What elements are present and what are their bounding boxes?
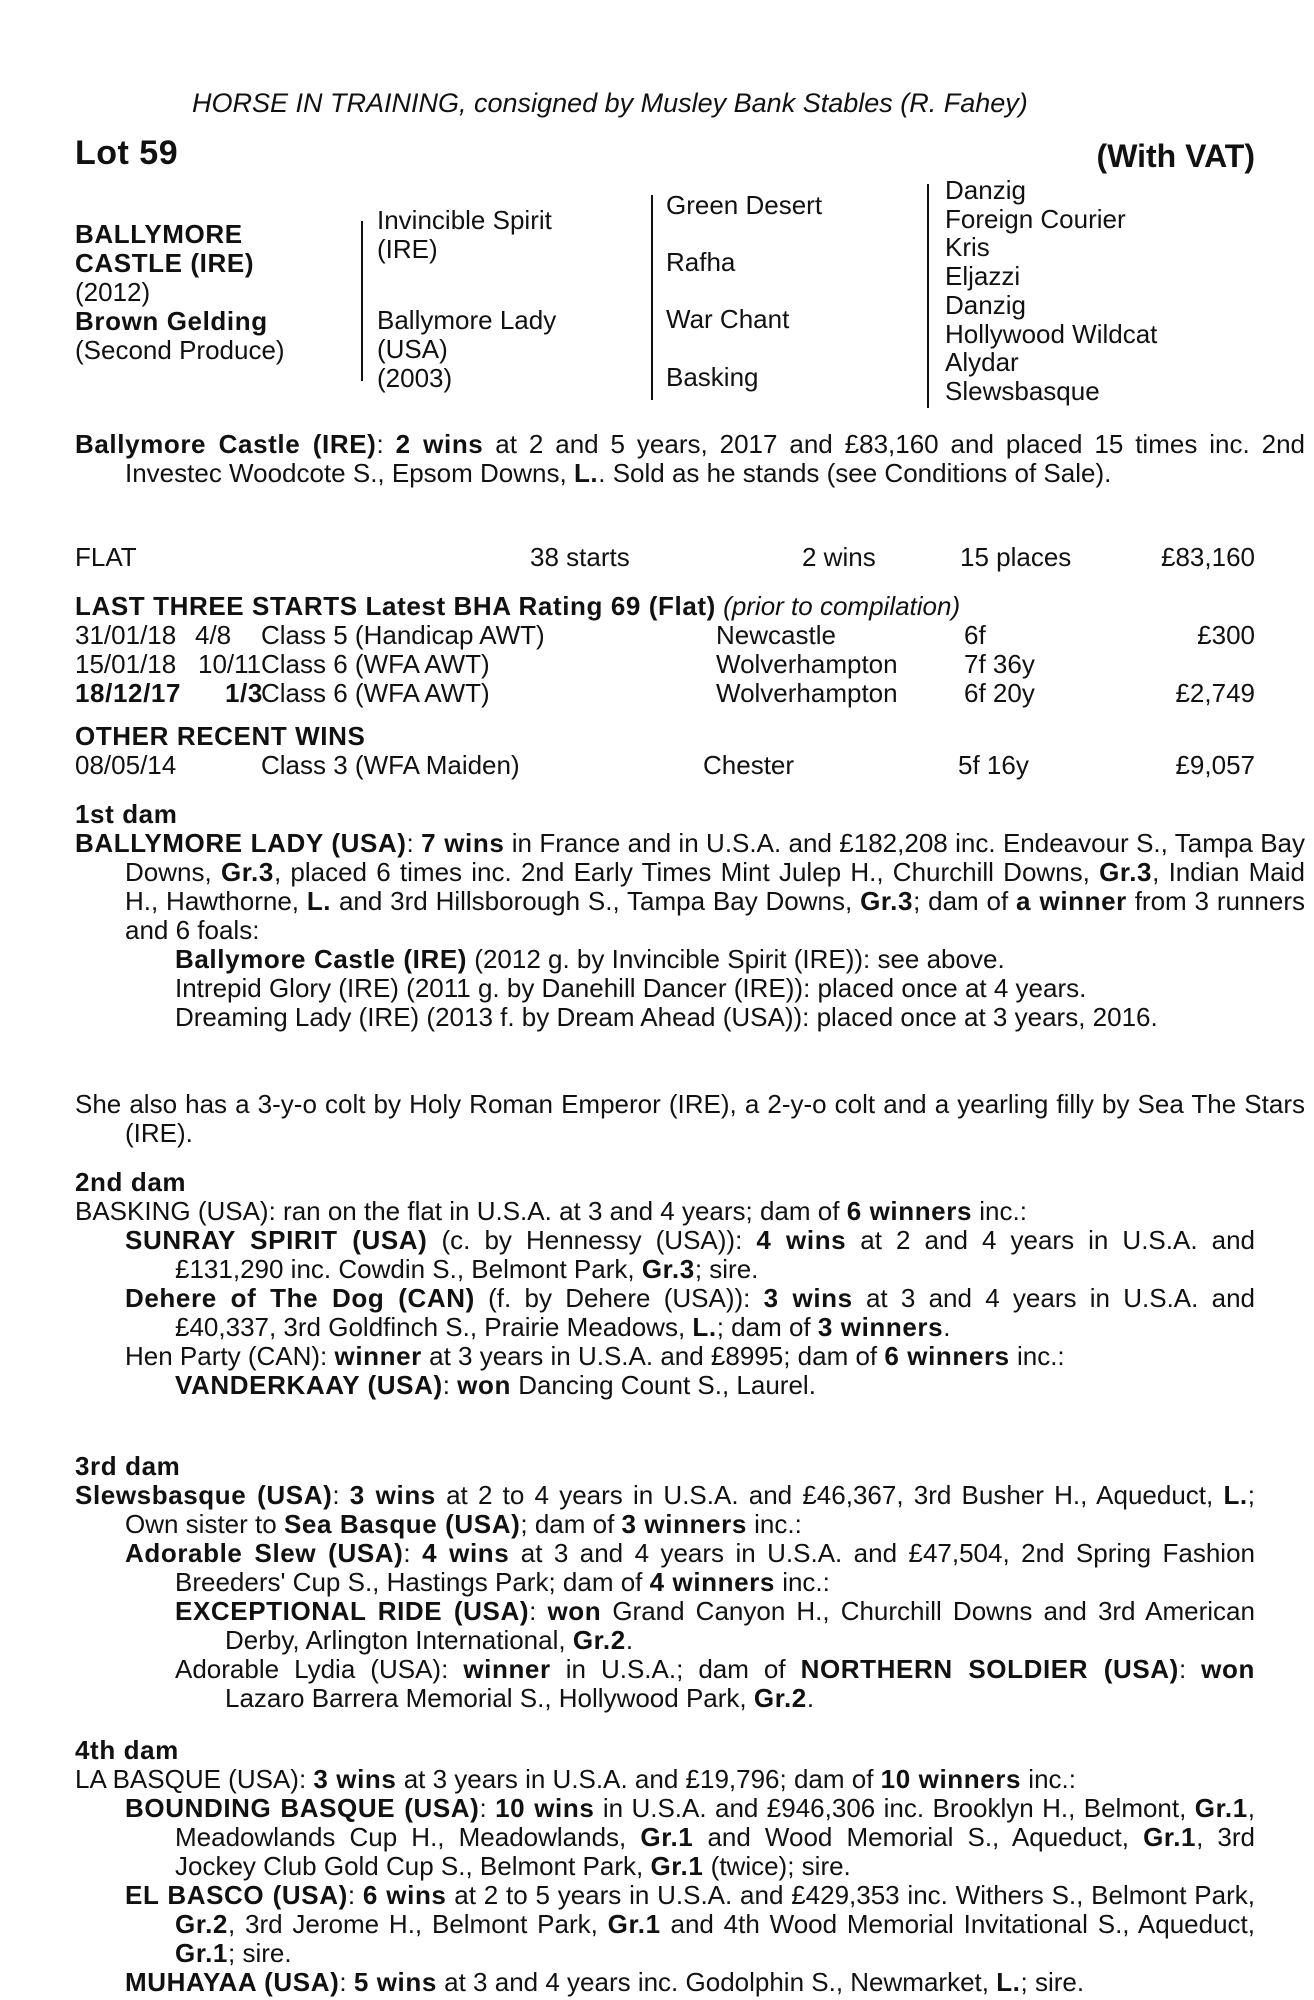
text: : [1178, 1654, 1202, 1684]
pedigree-dam [377, 306, 556, 393]
won-label: won [457, 1370, 511, 1400]
grade-marker: Gr.2 [572, 1625, 626, 1655]
winner-count: 10 winners [880, 1764, 1022, 1794]
record-wins: 2 wins [802, 542, 876, 572]
lot-number: Lot 59 [75, 134, 179, 172]
pedigree-gen3-item: Foreign Courier [945, 203, 1126, 234]
foal-item: Intrepid Glory (IRE) (2011 g. by Danehill Dancer (IRE)): placed once at 4 years. [175, 973, 1087, 1003]
won-label: won [547, 1596, 602, 1626]
text: : [332, 1480, 350, 1510]
text: Lazaro Barrera Memorial S., Hollywood Park, [225, 1683, 754, 1713]
progeny-name: EXCEPTIONAL RIDE (USA) [175, 1596, 530, 1626]
winner-count: a winner [1016, 886, 1127, 916]
listed-marker: L. [692, 1312, 717, 1342]
record-earnings: £83,160 [1161, 542, 1255, 572]
sire-name: Invincible Spirit [377, 205, 552, 235]
wins: 3 wins [349, 1480, 436, 1510]
summary-horse-name: Ballymore Castle (IRE) [75, 429, 377, 459]
grade-marker: Gr.1 [1143, 1822, 1197, 1852]
text: (c. by Hennessy (USA)): [427, 1225, 757, 1255]
text: : [479, 1793, 496, 1823]
progeny-item [75, 1226, 1255, 1284]
pedigree-gen2-1: Rafha [666, 247, 736, 277]
text: (twice); sire. [703, 1851, 851, 1881]
dam4-summary [75, 1765, 1255, 1794]
text: : [347, 1880, 363, 1910]
grade-marker: Gr.1 [650, 1851, 704, 1881]
text: at 2 to 4 years in U.S.A. and £46,367, 3rd Busher H., Aqueduct, [435, 1480, 1224, 1510]
horse-produce: (Second Produce) [75, 335, 285, 365]
text: ; sire. [694, 1254, 759, 1284]
text: ; dam of [520, 1509, 622, 1539]
text: in U.S.A. and £946,306 inc. Brooklyn H., Belmont, [594, 1793, 1195, 1823]
horse-identity [75, 220, 305, 365]
start-class: Class 6 (WFA AWT) [261, 678, 490, 708]
start-prize: £2,749 [1175, 678, 1255, 708]
pedigree-gen3-item: Kris [945, 232, 990, 263]
summary-text: at 2 and 5 years, 2017 and £83,160 and placed 15 times inc. 2nd Investec Woodcote S., Epsom Downs, [125, 429, 1305, 488]
pedigree-gen2-0: Green Desert [666, 190, 823, 220]
grade-marker: Gr.3 [220, 857, 274, 887]
winner-count: 3 winners [621, 1509, 747, 1539]
grade-marker: Gr.3 [641, 1254, 695, 1284]
progeny-name: VANDERKAAY (USA) [175, 1370, 443, 1400]
wins: 3 wins [763, 1283, 853, 1313]
listed-marker: L. [573, 458, 599, 488]
start-course: Wolverhampton [716, 678, 898, 708]
text: ; sire. [1020, 1967, 1085, 1997]
grade-marker: Gr.3 [1099, 857, 1153, 887]
text: , Meadowlands Cup H., Meadowlands, [175, 1793, 1255, 1852]
grade-marker: Gr.2 [753, 1683, 807, 1713]
winner-label: winner [334, 1341, 422, 1371]
win-class: Class 3 (WFA Maiden) [261, 750, 520, 780]
foal-item: Dreaming Lady (IRE) (2013 f. by Dream Ahead (USA)): placed once at 3 years, 2016. [175, 1002, 1158, 1032]
pedigree-gen3-item: Slewsbasque [945, 375, 1100, 406]
start-position: 4/8 [195, 620, 232, 650]
win-date: 08/05/14 [75, 750, 177, 780]
progeny-item [75, 1539, 1255, 1597]
winner-label: winner [463, 1654, 551, 1684]
dam3-record [75, 1481, 1255, 1713]
dam2-title: 2nd dam [75, 1167, 187, 1197]
won-label: won [1201, 1654, 1255, 1684]
text: Adorable Lydia (USA): [175, 1654, 464, 1684]
progeny-name: NORTHERN SOLDIER (USA) [800, 1654, 1179, 1684]
grade-marker: Gr.1 [175, 1938, 228, 1968]
text: LA BASQUE (USA): [75, 1764, 314, 1794]
progeny-item [75, 1881, 1255, 1968]
vat-label: (With VAT) [1096, 138, 1255, 174]
pedigree-gen3-item: Alydar [945, 347, 1019, 378]
winner-count: 4 winners [649, 1567, 775, 1597]
wins: 7 wins [421, 828, 505, 858]
text: at 3 and 4 years in U.S.A. and £40,337, 3rd Goldfinch S., Prairie Meadows, [175, 1283, 1255, 1342]
text: ; Own sister to [125, 1480, 1255, 1539]
progeny-item [75, 1968, 1255, 1997]
text: , 3rd Jerome H., Belmont Park, [228, 1909, 608, 1939]
text: and 4th Wood Memorial Invitational S., Aqueduct, [660, 1909, 1255, 1939]
summary-wins: 2 wins [395, 429, 484, 459]
progeny-item [75, 1371, 1255, 1400]
dam1-record [75, 829, 1305, 1032]
listed-marker: L. [1223, 1480, 1248, 1510]
start-course: Wolverhampton [716, 649, 898, 679]
progeny-item [75, 1655, 1255, 1713]
text: : [442, 1370, 458, 1400]
text: ; dam of [716, 1312, 818, 1342]
start-distance: 7f 36y [964, 649, 1035, 679]
start-position: 1/3 [225, 678, 263, 708]
grade-marker: Gr.3 [860, 886, 914, 916]
win-prize: £9,057 [1175, 750, 1255, 780]
text: , placed 6 times inc. 2nd Early Times Mint Julep H., Churchill Downs, [273, 857, 1100, 887]
foal-item [125, 945, 1305, 974]
text: Dancing Count S., Laurel. [510, 1370, 816, 1400]
start-date: 31/01/18 [75, 620, 177, 650]
start-prize: £300 [1197, 620, 1255, 650]
pedigree-gen3-item: Eljazzi [945, 261, 1021, 292]
foal-name: Ballymore Castle (IRE) [175, 944, 468, 974]
winner-count: 6 winners [846, 1196, 973, 1226]
dam-name: BALLYMORE LADY (USA) [75, 828, 407, 858]
start-distance: 6f 20y [964, 678, 1035, 708]
horse-name: BALLYMORE CASTLE (IRE) [75, 219, 255, 278]
text: ; dam of [913, 886, 1017, 916]
pedigree-gen3 [945, 176, 1157, 406]
start-date: 15/01/18 [75, 649, 177, 679]
horse-description: Brown Gelding [75, 306, 268, 336]
dam2-record [75, 1197, 1255, 1400]
wins: 10 wins [495, 1793, 595, 1823]
progeny-name: MUHAYAA (USA) [125, 1967, 340, 1997]
text: : [529, 1596, 548, 1626]
wins: 6 wins [362, 1880, 447, 1910]
dam-year: (2003) [377, 363, 453, 393]
text: inc.: [746, 1509, 802, 1539]
pedigree-gen3-item: Danzig [945, 289, 1026, 320]
progeny-name: EL BASCO (USA) [125, 1880, 348, 1910]
dam-name: Ballymore Lady [377, 305, 557, 335]
progeny-name: Dehere of The Dog (CAN) [125, 1283, 475, 1313]
text: (2012 g. by Invincible Spirit (IRE)): see above. [467, 944, 1005, 974]
dam1-title: 1st dam [75, 799, 178, 829]
record-places: 15 places [960, 542, 1072, 572]
consignment-header: HORSE IN TRAINING, consigned by Musley Bank Stables (R. Fahey) [192, 88, 1028, 118]
text: at 2 and 4 years in U.S.A. and £131,290 inc. Cowdin S., Belmont Park, [175, 1225, 1255, 1284]
text: and 3rd Hillsborough S., Tampa Bay Downs, [331, 886, 861, 916]
text: in U.S.A.; dam of [550, 1654, 801, 1684]
text: at 3 and 4 years in U.S.A. and £47,504, 2nd Spring Fashion Breeders' Cup S., Hastings Park; dam of [175, 1538, 1256, 1597]
dam-country: (USA) [377, 334, 448, 364]
text: inc.: [774, 1567, 830, 1597]
text: . [943, 1312, 951, 1342]
grade-marker: Gr.1 [640, 1822, 694, 1852]
text: , Indian Maid H., Hawthorne, [125, 857, 1305, 916]
pedigree-divider-3 [927, 184, 929, 408]
last-three-title: LAST THREE STARTS Latest BHA Rating 69 (Flat) [75, 591, 716, 621]
wins: 4 wins [756, 1225, 847, 1255]
pedigree-gen3-item: Hollywood Wildcat [945, 318, 1158, 349]
progeny-name: Adorable Slew (USA) [125, 1538, 404, 1568]
pedigree-gen2-3: Basking [666, 362, 759, 392]
sire-country: (IRE) [377, 234, 438, 264]
dam4-title: 4th dam [75, 1735, 179, 1765]
text: . [625, 1625, 634, 1655]
text: : [406, 828, 422, 858]
grade-marker: Gr.1 [1194, 1793, 1248, 1823]
other-wins-title: OTHER RECENT WINS [75, 721, 366, 751]
winner-count: 6 winners [884, 1341, 1010, 1371]
text: at 3 years in U.S.A. and £8995; dam of [421, 1341, 885, 1371]
text: in France and in U.S.A. and £182,208 inc. Endeavour S., Tampa Bay Downs, [125, 828, 1305, 887]
win-distance: 5f 16y [958, 750, 1029, 780]
dam3-summary [75, 1481, 1255, 1539]
progeny-item [75, 1597, 1255, 1655]
win-course: Chester [703, 750, 795, 780]
text: Grand Canyon H., Churchill Downs and 3rd American Derby, Arlington International, [225, 1596, 1255, 1655]
start-class: Class 5 (Handicap AWT) [261, 620, 545, 650]
wins: 5 wins [353, 1967, 437, 1997]
text: ; sire. [228, 1938, 292, 1968]
dam1-also: She also has a 3-y-o colt by Holy Roman Emperor (IRE), a 2-y-o colt and a yearling filly by Sea The Stars (IRE). [75, 1089, 1305, 1148]
pedigree-gen2-2: War Chant [666, 304, 790, 334]
text: . [806, 1683, 815, 1713]
dam4-record [75, 1765, 1255, 1997]
listed-marker: L. [306, 886, 332, 916]
progeny-name: SUNRAY SPIRIT (USA) [125, 1225, 428, 1255]
dam3-title: 3rd dam [75, 1451, 181, 1481]
pedigree-gen3-item: Danzig [945, 175, 1026, 205]
dam-name: Slewsbasque (USA) [75, 1480, 333, 1510]
text: from 3 runners and 6 foals: [125, 886, 1305, 945]
dam2-summary [75, 1197, 1255, 1226]
last-three-note: (prior to compilation) [723, 591, 961, 621]
start-date: 18/12/17 [75, 678, 182, 708]
pedigree-sire [377, 206, 552, 264]
progeny-item [75, 1342, 1255, 1371]
pedigree-divider-2 [651, 195, 653, 400]
progeny-name: BOUNDING BASQUE (USA) [125, 1793, 480, 1823]
pedigree-divider-1 [361, 221, 363, 381]
text: inc.: [1009, 1341, 1065, 1371]
text: and Wood Memorial S., Aqueduct, [693, 1822, 1144, 1852]
text: at 3 and 4 years inc. Godolphin S., Newmarket, [436, 1967, 997, 1997]
winner-count: 3 winners [817, 1312, 944, 1342]
text: (f. by Dehere (USA)): [474, 1283, 764, 1313]
race-summary: Ballymore Castle (IRE): 2 wins at 2 and 5 years, 2017 and £83,160 and placed 15 times inc. 2nd Investec Woodcote S., Epsom Downs, L.. Sold as he stands (see Conditions of Sale). [75, 429, 1305, 488]
text: BASKING (USA): ran on the flat in U.S.A. at 3 and 4 years; dam of [75, 1196, 847, 1226]
text: , 3rd Jockey Club Gold Cup S., Belmont Park, [175, 1822, 1256, 1881]
wins: 3 wins [313, 1764, 397, 1794]
text: inc.: [972, 1196, 1027, 1226]
text: at 2 to 5 years in U.S.A. and £429,353 inc. Withers S., Belmont Park, [446, 1880, 1255, 1910]
start-course: Newcastle [716, 620, 836, 650]
record-starts: 38 starts [530, 542, 630, 572]
start-class: Class 6 (WFA AWT) [261, 649, 490, 679]
summary-text: . Sold as he stands (see Conditions of Sale). [598, 458, 1112, 488]
start-distance: 6f [964, 620, 986, 650]
grade-marker: Gr.1 [607, 1909, 661, 1939]
text: : [403, 1538, 423, 1568]
text: Hen Party (CAN): [125, 1341, 335, 1371]
sister-name: Sea Basque (USA) [283, 1509, 521, 1539]
text: inc.: [1021, 1764, 1076, 1794]
progeny-item [75, 1794, 1255, 1881]
last-three-heading [75, 591, 960, 622]
grade-marker: Gr.2 [175, 1909, 228, 1939]
record-label: FLAT [75, 542, 137, 572]
text: at 3 years in U.S.A. and £19,796; dam of [396, 1764, 881, 1794]
start-position: 10/11 [198, 649, 262, 679]
text: : [339, 1967, 354, 1997]
wins: 4 wins [422, 1538, 510, 1568]
horse-year: (2012) [75, 277, 151, 307]
listed-marker: L. [996, 1967, 1021, 1997]
progeny-item [75, 1284, 1255, 1342]
